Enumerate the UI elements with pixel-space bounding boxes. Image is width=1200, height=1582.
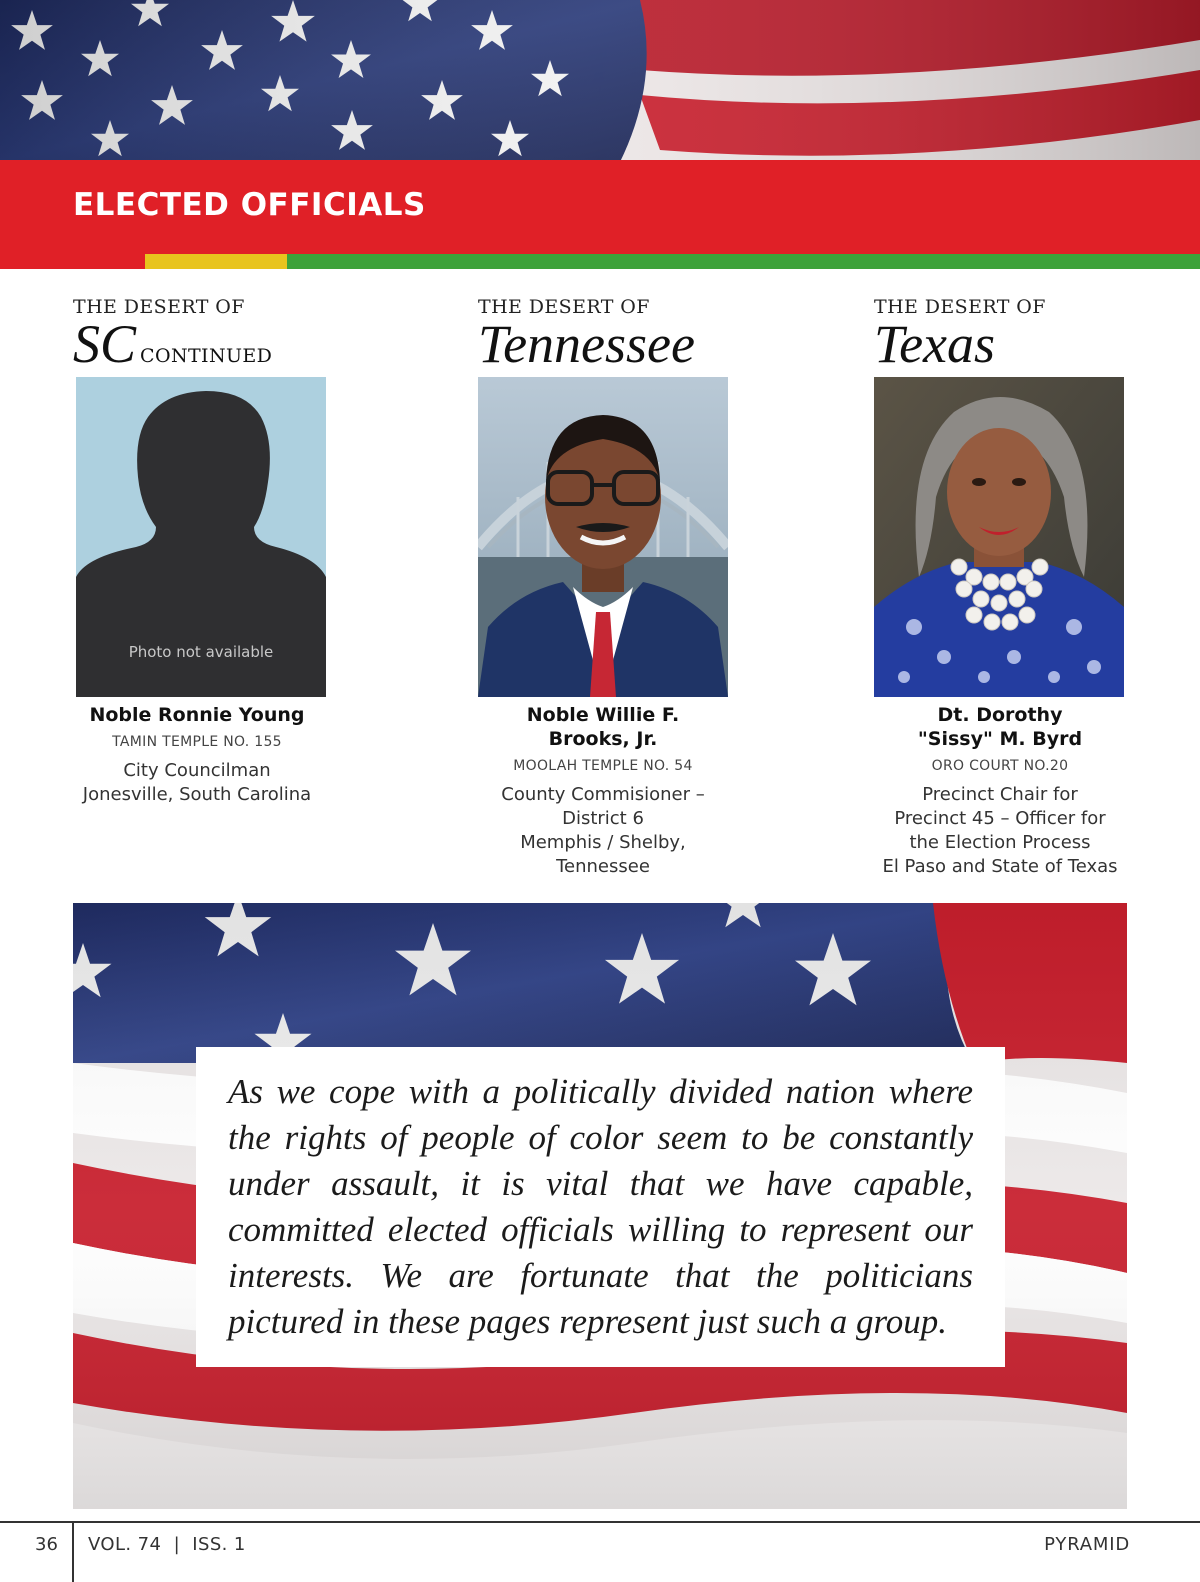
continued-label: CONTINUED <box>140 345 273 367</box>
footer-rule <box>0 1521 1200 1523</box>
photo-not-available-note: Photo not available <box>128 643 274 661</box>
official-name: Noble Ronnie Young <box>89 704 305 726</box>
quote-box <box>196 1047 1005 1367</box>
desert-heading-tennessee <box>478 296 778 372</box>
accent-stripe-red <box>0 254 145 269</box>
official-role: County Commisioner – District 6 Memphis / Shelby, Tennessee <box>501 784 705 877</box>
desert-name: Texas <box>874 314 996 374</box>
desert-kicker: THE DESERT OF <box>73 296 245 318</box>
section-header <box>0 160 1200 254</box>
desert-kicker: THE DESERT OF <box>874 296 1046 318</box>
desert-kicker: THE DESERT OF <box>478 296 650 318</box>
official-temple: ORO COURT NO.20 <box>931 758 1069 774</box>
flag-stars-image <box>0 0 1200 162</box>
silhouette-placeholder-icon <box>76 377 326 697</box>
desert-name-text: SC <box>73 314 137 374</box>
official-temple: TAMIN TEMPLE NO. 155 <box>112 734 282 750</box>
official-bio-willie-brooks <box>468 703 738 879</box>
official-temple: MOOLAH TEMPLE NO. 54 <box>513 758 693 774</box>
official-role: City Councilman Jonesville, South Carolina <box>82 760 312 805</box>
desert-heading-texas <box>874 296 1174 372</box>
official-role: Precinct Chair for Precinct 45 – Officer for the Election Process El Paso and State of Texas <box>882 784 1118 877</box>
footer-divider <box>72 1523 74 1582</box>
page-number: 36 <box>35 1534 58 1555</box>
issue-label: VOL. 74 | ISS. 1 <box>88 1534 246 1555</box>
official-name: Noble Willie F. Brooks, Jr. <box>526 704 680 750</box>
desert-name: Tennessee <box>478 314 695 374</box>
official-bio-ronnie-young <box>62 703 332 807</box>
official-bio-dorothy-byrd <box>865 703 1135 879</box>
top-flag-banner <box>0 0 1200 162</box>
accent-stripe-yellow <box>145 254 287 269</box>
desert-heading-sc <box>73 296 373 384</box>
accent-stripe-green <box>287 254 1200 269</box>
portrait-woman-pearls-icon <box>874 377 1124 697</box>
quote-text: As we cope with a politically divided nation where the rights of people of color seem to be constantly under assault, it is vital that we have capable, committed elected officials willing to represent our interests. We are fortunate that the politicians pictured in these pages represent just such a group. <box>228 1072 973 1341</box>
official-name: Dt. Dorothy "Sissy" M. Byrd <box>917 704 1083 750</box>
desert-name <box>73 316 373 384</box>
magazine-name: PYRAMID <box>1044 1534 1130 1555</box>
portrait-man-bridge-icon <box>478 377 728 697</box>
section-title: ELECTED OFFICIALS <box>73 187 426 223</box>
